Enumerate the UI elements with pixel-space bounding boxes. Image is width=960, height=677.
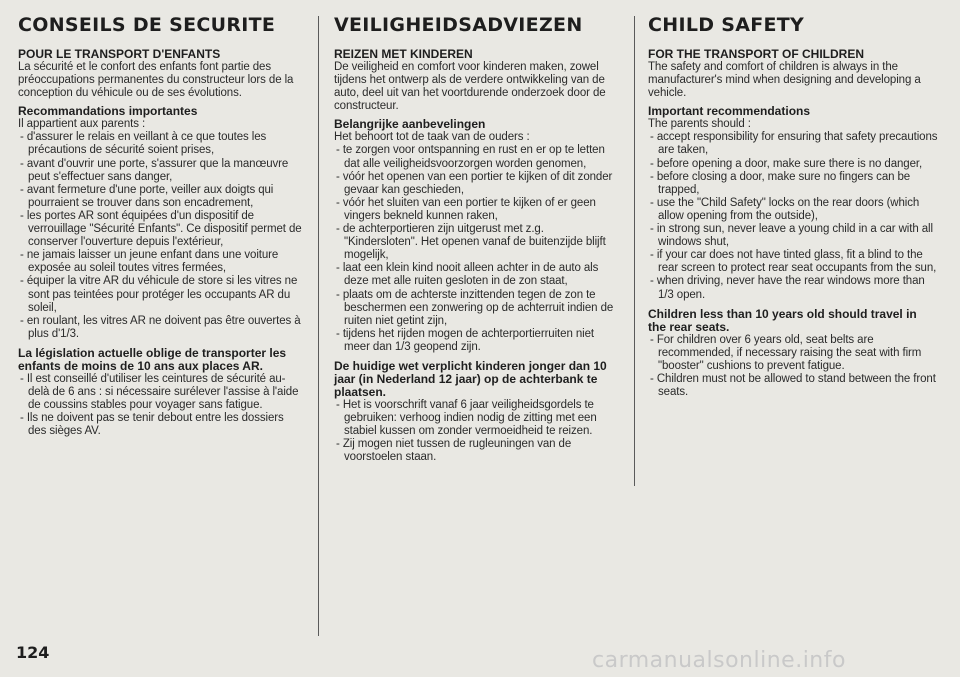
- column-french: [18, 14, 304, 444]
- list-item: - vóór het openen van een portier te kijken of dit zonder gevaar kan geschieden,: [334, 171, 620, 197]
- section-subtitle: POUR LE TRANSPORT D'ENFANTS: [18, 47, 221, 61]
- recommendations-intro: Het behoort tot de taak van de ouders :: [334, 131, 530, 144]
- list-item: - vóór het sluiten van een portier te kijken of er geen vingers bekneld kunnen raken,: [334, 197, 620, 223]
- intro-paragraph: De veiligheid en comfort voor kinderen maken, zowel tijdens het ontwerp als de verdere ontwikkeling van de auto, deel uit van het voortdurende onderzoek door de constructeur.: [334, 61, 606, 113]
- list-item: - use the "Child Safety" locks on the rear doors (which allow opening from the outside),: [648, 197, 938, 223]
- intro-paragraph: The safety and comfort of children is always in the manufacturer's mind when designing and developing a vehicle.: [648, 61, 921, 100]
- recommendations-intro: Il appartient aux parents :: [18, 118, 146, 131]
- column-divider: [634, 16, 635, 486]
- watermark: carmanualsonline.info: [592, 648, 846, 673]
- list-item: - if your car does not have tinted glass, fit a blind to the rear screen to protect rear seat occupants from the sun,: [648, 249, 938, 275]
- legislation-heading: La législation actuelle oblige de transporter les enfants de moins de 10 ans aux places AR.: [18, 345, 287, 373]
- list-item: - accept responsibility for ensuring that safety precautions are taken,: [648, 131, 938, 157]
- list-item: - d'assurer le relais en veillant à ce que toutes les précautions de sécurité soient prises,: [18, 131, 304, 157]
- list-item: - avant fermeture d'une porte, veiller aux doigts qui pourraient se trouver dans son encadrement,: [18, 184, 304, 210]
- column-dutch: [334, 14, 620, 470]
- list-item: - Het is voorschrift vanaf 6 jaar veiligheidsgordels te gebruiken: verhoog indien nodig de zitting met een stabiel kussen om zonder vermoeidheid te reizen.: [334, 399, 620, 438]
- intro-paragraph: La sécurité et le confort des enfants font partie des préoccupations permanentes du constructeur lors de la conception du véhicule ou de ses évolutions.: [18, 61, 294, 100]
- list-item: - de achterportieren zijn uitgerust met z.g. "Kindersloten". Het openen vanaf de buitenzijde blijft mogelijk,: [334, 223, 620, 262]
- section-title: CONSEILS DE SECURITE: [18, 14, 276, 36]
- column-divider: [318, 16, 319, 636]
- legislation-list: [18, 373, 304, 438]
- list-item: - Children must not be allowed to stand between the front seats.: [648, 373, 938, 399]
- section-subtitle: REIZEN MET KINDEREN: [334, 47, 473, 61]
- recommendations-list: [18, 131, 304, 341]
- list-item: - For children over 6 years old, seat belts are recommended, if necessary raising the seat with firm "booster" cushions to prevent fatigue.: [648, 334, 938, 373]
- recommendations-heading: Belangrijke aanbevelingen: [334, 117, 486, 132]
- list-item: - Ils ne doivent pas se tenir debout entre les dossiers des sièges AV.: [18, 412, 304, 438]
- recommendations-list: [648, 131, 938, 301]
- legislation-list: [648, 334, 938, 399]
- list-item: - tijdens het rijden mogen de achterportierruiten niet meer dan 1/3 geopend zijn.: [334, 328, 620, 354]
- list-item: - plaats om de achterste inzittenden tegen de zon te beschermen een zonwering op de achterruit indien de ruiten niet getint zijn,: [334, 289, 620, 328]
- list-item: - Zij mogen niet tussen de rugleuningen van de voorstoelen staan.: [334, 438, 620, 464]
- list-item: - before opening a door, make sure there is no danger,: [648, 158, 938, 171]
- list-item: - Il est conseillé d'utiliser les ceintures de sécurité au-delà de 6 ans : si nécessaire surélever l'assise à l'aide de coussins stables pour voyager sans fatigue.: [18, 373, 304, 412]
- list-item: - in strong sun, never leave a young child in a car with all windows shut,: [648, 223, 938, 249]
- list-item: - laat een klein kind nooit alleen achter in de auto als deze met alle ruiten gesloten in de zon staat,: [334, 262, 620, 288]
- list-item: - ne jamais laisser un jeune enfant dans une voiture exposée au soleil toutes vitres fermées,: [18, 249, 304, 275]
- section-title: VEILIGHEIDSADVIEZEN: [334, 14, 583, 36]
- page-number: 124: [16, 643, 50, 662]
- recommendations-list: [334, 144, 620, 354]
- list-item: - équiper la vitre AR du véhicule de store si les vitres ne sont pas teintées pour protéger les occupants AR du soleil,: [18, 275, 304, 314]
- list-item: - avant d'ouvrir une porte, s'assurer que la manœuvre peut s'effectuer sans danger,: [18, 158, 304, 184]
- section-subtitle: FOR THE TRANSPORT OF CHILDREN: [648, 47, 864, 61]
- recommendations-heading: Important recommendations: [648, 104, 811, 119]
- list-item: - when driving, never have the rear windows more than 1/3 open.: [648, 275, 938, 301]
- legislation-heading: De huidige wet verplicht kinderen jonger dan 10 jaar (in Nederland 12 jaar) op de achterbank te plaatsen.: [334, 358, 607, 399]
- column-english: [648, 14, 938, 405]
- recommendations-heading: Recommandations importantes: [18, 104, 198, 119]
- list-item: - les portes AR sont équipées d'un dispositif de verrouillage "Sécurité Enfants". Ce dispositif permet de conserver l'ouverture depuis l'extérieur,: [18, 210, 304, 249]
- legislation-list: [334, 399, 620, 464]
- legislation-heading: Children less than 10 years old should travel in the rear seats.: [648, 306, 917, 334]
- section-title: CHILD SAFETY: [648, 14, 805, 36]
- list-item: - en roulant, les vitres AR ne doivent pas être ouvertes à plus d'1/3.: [18, 315, 304, 341]
- recommendations-intro: The parents should :: [648, 118, 751, 131]
- list-item: - before closing a door, make sure no fingers can be trapped,: [648, 171, 938, 197]
- list-item: - te zorgen voor ontspanning en rust en er op te letten dat alle veiligheidsvoorzorgen worden genomen,: [334, 144, 620, 170]
